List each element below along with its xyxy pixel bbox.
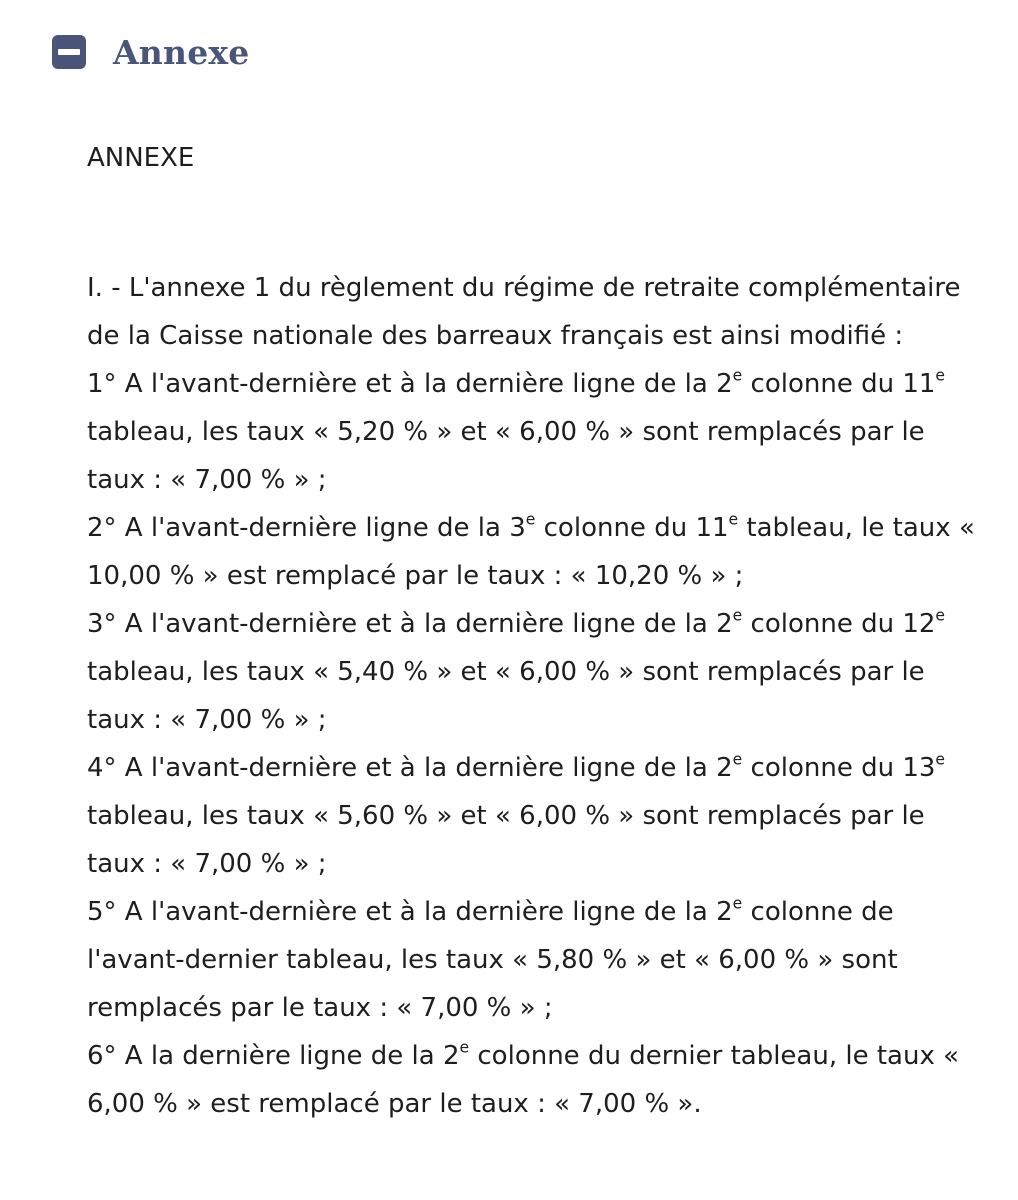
item-text: tableau, le taux « 10,00 % » est remplacé par le taux : « 10,20 % » ;	[87, 513, 975, 591]
superscript: e	[732, 894, 743, 913]
superscript: e	[525, 510, 536, 529]
superscript: e	[732, 606, 743, 625]
list-item	[87, 600, 987, 744]
list-item	[87, 504, 987, 600]
item-text: tableau, les taux « 5,40 % » et « 6,00 % » sont remplacés par le taux : « 7,00 % » ;	[87, 657, 925, 735]
superscript: e	[728, 510, 739, 529]
list-item	[87, 888, 987, 1032]
item-text: 1° A l'avant-dernière et à la dernière ligne de la 2	[87, 369, 733, 399]
annex-content	[87, 134, 987, 1128]
item-text: tableau, les taux « 5,20 % » et « 6,00 % » sont remplacés par le taux : « 7,00 % » ;	[87, 417, 925, 495]
superscript: e	[935, 750, 946, 769]
item-text: colonne du 11	[535, 513, 729, 543]
superscript: e	[935, 606, 946, 625]
superscript: e	[732, 750, 743, 769]
list-item	[87, 744, 987, 888]
item-text: colonne du 13	[742, 753, 936, 783]
list-item	[87, 360, 987, 504]
list-item	[87, 1032, 987, 1128]
item-text: 2° A l'avant-dernière ligne de la 3	[87, 513, 526, 543]
item-text: colonne du 11	[742, 369, 936, 399]
item-text: colonne de l'avant-dernier tableau, les taux « 5,80 % » et « 6,00 % » sont remplacés par le taux : « 7,00 % » ;	[87, 897, 898, 1023]
item-text: tableau, les taux « 5,60 % » et « 6,00 % » sont remplacés par le taux : « 7,00 % » ;	[87, 801, 925, 879]
section-title: Annexe	[113, 32, 250, 72]
intro-paragraph: I. - L'annexe 1 du règlement du régime de retraite complémentaire de la Caisse nationale des barreaux français est ainsi modifié :	[87, 273, 961, 351]
minus-square-icon[interactable]	[52, 35, 86, 69]
item-text: colonne du 12	[742, 609, 936, 639]
annex-heading: ANNEXE	[87, 143, 195, 173]
superscript: e	[732, 366, 743, 385]
superscript: e	[459, 1038, 470, 1057]
item-text: 6° A la dernière ligne de la 2	[87, 1041, 460, 1071]
superscript: e	[935, 366, 946, 385]
item-text: 3° A l'avant-dernière et à la dernière ligne de la 2	[87, 609, 733, 639]
section-header-annexe[interactable]	[52, 28, 249, 76]
item-text: 5° A l'avant-dernière et à la dernière ligne de la 2	[87, 897, 733, 927]
item-text: colonne du dernier tableau, le taux « 6,00 % » est remplacé par le taux : « 7,00 % ».	[87, 1041, 960, 1119]
item-text: 4° A l'avant-dernière et à la dernière ligne de la 2	[87, 753, 733, 783]
